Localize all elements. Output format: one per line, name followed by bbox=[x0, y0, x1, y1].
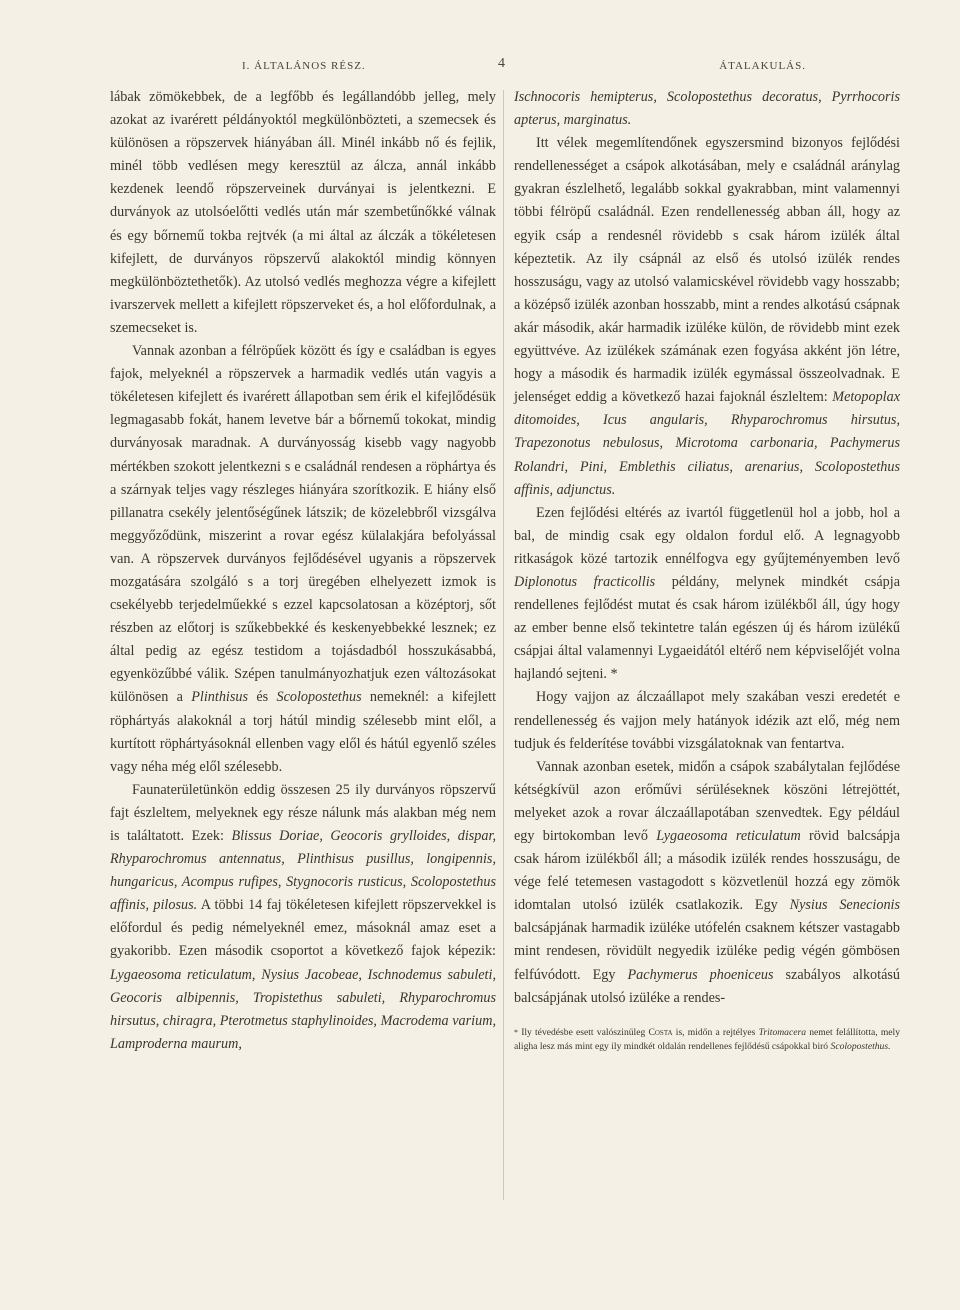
paragraph-7 bbox=[514, 756, 900, 1010]
author-name: Costa bbox=[648, 1026, 673, 1038]
text-run: rövid balcsápja csak három izülékből áll; a második izülék rendes hosszuságu, de vége felé tetemesen vastagodott s közvetlenül hozzá egy zömök idomtalan utolsó izülék csatlakozik. Egy bbox=[514, 828, 901, 914]
genus-name: Scolopostethus. bbox=[830, 1040, 891, 1052]
species-name: Nysius Senecionis bbox=[789, 897, 901, 914]
genus-name: Scolopostethus bbox=[276, 689, 362, 706]
text-run: nemet felállította, mely aligha lesz más mint egy ily mindkét oldalán rendellenes fejlődésű csápokkal biró bbox=[514, 1026, 901, 1052]
species-list: Ischnocoris hemipterus, Scolopostethus decoratus, Pyrrhocoris apterus, marginatus. bbox=[514, 89, 900, 129]
text-run: szabályos alkotású balcsápjának utolsó izüléke a rendes- bbox=[514, 966, 900, 1006]
text-run: is, midőn a rejtélyes bbox=[675, 1026, 756, 1038]
species-name: Diplonotus fracticollis bbox=[514, 573, 656, 590]
paragraph-3 bbox=[110, 779, 496, 1056]
text-run: Itt vélek megemlítendőnek egyszersmind bizonyos fejlődési rendellenességet a csápok alkotásában, mely e családnál aránylag gyakran észlelhető, legalább sokkal gyakrabban, mint valamennyi többi félröpű családnál. Ezen rendellenesség abban áll, hogy az egyik csáp a rendesnél rövidebb s csak három izülék által képeztetik. Az ily csápnál az első és utolsó izülék rendes hosszuságu, vagy az utolsó valamicskével rövidebb vagy hosszabb; a középső izülék azonban hosszabb, mint a rendes alkotású csápnak akár második, akár harmadik izüléke külön, de rövidebb mint ezek együttvéve. Az izülékek számának ezen fogyása akként jön létre, hogy a második és harmadik izülék egymással összeolvadnak. E jelenséget eddig a következő hazai fajoknál észleltem: bbox=[514, 135, 900, 406]
text-run: Ezen fejlődési eltérés az ivartól függetlenül hol a jobb, hol a bal, de mindig csak egy oldalon fordul elő. A legnagyobb ritkaságok közé tartozik ennélfogva egy gyűjteményemben levő bbox=[514, 504, 900, 567]
text-run: balcsápjának harmadik izüléke utófelén csaknem kétszer vastagabb mint rendesen, rövidült negyedik izüléke pedig végén gömbösen felfúvódott. Egy bbox=[514, 920, 900, 983]
species-list: Blissus Doriae, Geocoris grylloides, dispar, Rhyparochromus antennatus, Plinthisus pusillus, longipennis, hungaricus, Acompus rufipes, Stygnocoris rusticus, Scolopostethus affinis, pilosus. bbox=[110, 828, 496, 914]
text-run: és bbox=[256, 689, 269, 706]
species-list: Lygaeosoma reticulatum, Nysius Jacobeae, Ischnodemus sabuleti, Geocoris albipennis, Tropistethus sabuleti, Rhyparochromus hirsutus, chiragra, Pterotmetus staphylinoides, Macrodema varium, Lamproderna maurum, bbox=[110, 966, 496, 1052]
paragraph-5 bbox=[514, 502, 900, 687]
paragraph-6: Hogy vajjon az álczaállapot mely szakában veszi eredetét e rendellenesség és vajjon mely hatányok idézik azt elő, még nem tudjuk és felderítése további vizsgálatoknak van fentartva. bbox=[514, 689, 900, 752]
text-run: Faunaterületünkön eddig összesen 25 ily durványos röpszervű fajt észleltem, melyeknek egy része nálunk más alakban még nem is találtatott. Ezek: bbox=[110, 781, 496, 844]
paragraph-4 bbox=[514, 132, 900, 502]
text-run: nemeknél: a kifejlett röphártyás alakoknál a torj hátúl mindig szélesebb mint elől, a kurtított röphártyásoknál ellenben vagy elől és hátúl egyenlő széles vagy néha még elől szélesebb. bbox=[110, 689, 497, 775]
species-name: Lygaeosoma reticulatum bbox=[656, 828, 801, 844]
footnote-marker: * bbox=[514, 1027, 518, 1037]
running-header bbox=[110, 58, 898, 78]
species-continuation bbox=[514, 86, 900, 132]
text-run: példány, melynek mindkét csápja rendellenes fejlődést mutat és csak három izülékből áll, úgy hogy az ember benne első tekintetre talán egészen új és három izülékű csápjai által valamennyi Lygaeidától eltérő nem képviselőjét volna hajlandó sejteni. bbox=[514, 573, 900, 683]
text-run: Ily tévedésbe esett valószinüleg bbox=[521, 1026, 646, 1038]
header-section-title: I. ÁLTALÁNOS RÉSZ. bbox=[242, 60, 366, 72]
text-run: Vannak azonban a félröpűek között és így e családban is egyes fajok, melyeknél a röpszervek a harmadik vedlés után vagyis a tökéletesen kifejlett és ivarérett állapotban sem érik el kifejlődésük legmagasabb fokát, hanem levetve bár a bőrnemű tokokat, mindig durványosak maradnak. A durványosság kisebb vagy nagyobb mértékben szokott jelentkezni s e családnál rendesen a röphártya és a szárnyak teljes vagy részleges hiányára szorítkozik. E hiány első pillanatra csekély jelentőségűnek látszik; de közelebbről vizsgálva meggyőződünk, miszerint a rovar egész külalakjára befolyással van. A röpszervek durványos fejlődésével ugyanis a röpszervek mozgatására szolgáló s a torj üregében elhelyezett izmok is csekélyebb terjedelműekké s ezzel kapcsolatosan a középtorj, sőt részben az előtorj is szűkebbekké és keskenyebbekké lesznek; ez által pedig az egész testidom a tojásdadból hosszukásabbá, egyenközűbbé válik. Szépen tanulmányozhatjuk ezen változásokat különösen a bbox=[110, 343, 496, 706]
paragraph-1: lábak zömökebbek, de a legfőbb és legállandóbb jelleg, mely azokat az ivarérett példányoktól megkülönbözteti, a szemecsek és különösen a röpszervek hiányában áll. Minél inkább nő és fejlik, minél több vedlésen megy keresztül az álcza, annál inkább kezdenek leendő röpszerveinek durványai is jelentkezni. E durványok az utolsóelőtti vedlés után már szembetűnőkké válnak és egy bőrnemű tokba rejtvék (a mi által az álczák a tökéletesen kifejlett, de durványos röpszervű alakoktól mindig könnyen megkülönböztethetők). Az utolsó vedlés meghozza végre a kifejlett ivarszervek mellett a kifejlett röpszerveket és, a hol előfordulnak, a szemecseket is. bbox=[110, 89, 496, 336]
page-number: 4 bbox=[498, 56, 505, 71]
text-run: A többi 14 faj tökéletesen kifejlett röpszervekkel is előfordul és pedig némelyeknél emez, másoknál amaz eset a gyakoribb. Ezen második csoportot a következő fajok képezik: bbox=[110, 897, 496, 960]
header-chapter-title: ÁTALAKULÁS. bbox=[719, 60, 806, 72]
right-column bbox=[514, 86, 900, 1054]
paragraph-2 bbox=[110, 340, 496, 779]
species-name: Pachymerus phoeniceus bbox=[627, 966, 774, 983]
footnote bbox=[514, 1026, 900, 1054]
genus-name: Plinthisus bbox=[191, 689, 249, 706]
text-run: Vannak azonban esetek, midőn a csápok szabálytalan fejlődése kétségkívül azon erőművi sérüléseknek köszöni létrejöttét, melyeket azok a rovar álczaállapotában szenvedtek. Egy például egy birtokomban levő bbox=[514, 758, 900, 844]
species-list: Metopoplax ditomoides, Icus angularis, Rhyparochromus hirsutus, Trapezonotus nebulosus, Microtoma carbonaria, Pachymerus Rolandri, Pini, Emblethis ciliatus, arenarius, Scolopostethus affinis, adjunctus. bbox=[514, 389, 901, 498]
left-column bbox=[110, 86, 496, 1056]
genus-name: Tritomacera bbox=[758, 1026, 807, 1038]
footnote-reference: * bbox=[610, 666, 618, 683]
column-divider bbox=[503, 90, 504, 1200]
